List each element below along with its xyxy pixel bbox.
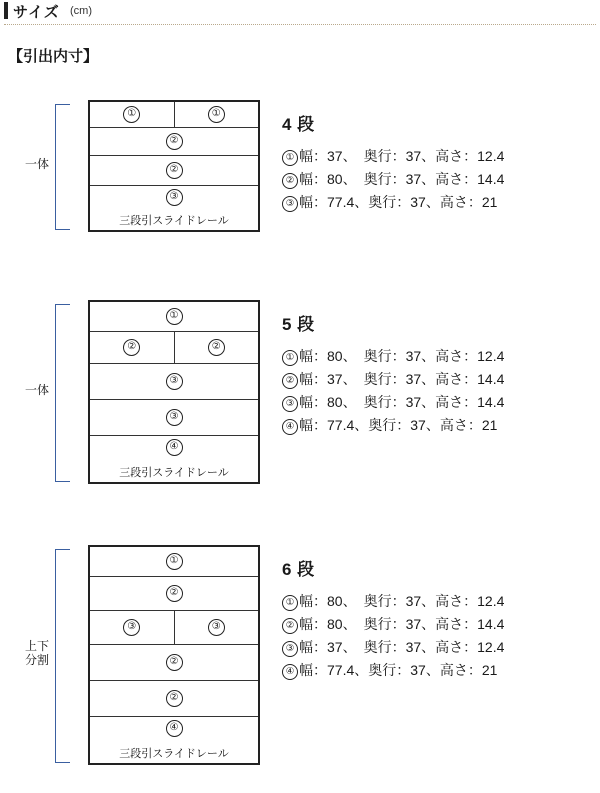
variant-title: 4 段: [282, 115, 315, 134]
unit-label: (cm): [70, 5, 92, 17]
spec-number: ③: [282, 396, 298, 412]
drawer-cell: [90, 400, 258, 435]
spec-number: ①: [282, 595, 298, 611]
drawer-cell: [174, 332, 259, 363]
drawer-cell: [90, 577, 258, 610]
page-title: サイズ: [13, 4, 60, 21]
spec-number: ①: [282, 150, 298, 166]
drawer-number: ①: [166, 308, 183, 325]
drawer-row: [90, 681, 258, 717]
cabinet-diagram: [88, 300, 260, 484]
drawer-row: [90, 156, 258, 186]
slide-rail-label: 三段引スライドレール: [119, 467, 229, 479]
drawer-cell: [90, 102, 174, 127]
drawer-row: [90, 547, 258, 577]
spec-number: ②: [282, 373, 298, 389]
drawer-row: [90, 302, 258, 332]
spec-line: ① 幅：80、 奥行：37、高さ：12.4: [282, 345, 600, 368]
spec-list: [282, 555, 600, 682]
spec-list: [282, 110, 600, 214]
drawer-cell: [90, 611, 174, 644]
spec-number: ①: [282, 350, 298, 366]
drawer-cell: [90, 681, 258, 716]
drawer-number: ②: [166, 133, 183, 150]
drawer-row: [90, 332, 258, 364]
drawer-number: ③: [166, 189, 183, 206]
drawer-row: [90, 436, 258, 482]
drawer-cell: [90, 547, 258, 576]
drawer-cell: [174, 611, 259, 644]
spec-line: ② 幅：80、 奥行：37、高さ：14.4: [282, 168, 600, 191]
drawer-cell: [90, 332, 174, 363]
drawer-cell: [90, 156, 258, 185]
drawer-row: [90, 186, 258, 230]
spec-list: [282, 310, 600, 437]
spec-number: ④: [282, 419, 298, 435]
extent-brace: [55, 549, 70, 763]
drawer-row: [90, 400, 258, 436]
brace-label: 一体: [24, 157, 49, 171]
spec-number: ②: [282, 618, 298, 634]
variant-title: 5 段: [282, 315, 315, 334]
spec-number: ④: [282, 664, 298, 680]
drawer-row: [90, 717, 258, 763]
drawer-number: ③: [208, 619, 225, 636]
brace-label: 一体: [24, 383, 49, 397]
spec-line: ① 幅：80、 奥行：37、高さ：12.4: [282, 590, 600, 613]
drawer-number: ①: [166, 553, 183, 570]
spec-line: ③ 幅：80、 奥行：37、高さ：14.4: [282, 391, 600, 414]
drawer-number: ②: [208, 339, 225, 356]
drawer-number: ②: [123, 339, 140, 356]
extent-brace: [55, 104, 70, 230]
drawer-row: [90, 128, 258, 156]
section-title: 【引出内寸】: [8, 48, 99, 65]
drawer-cell: [174, 102, 259, 127]
drawer-number: ③: [123, 619, 140, 636]
variant-title: 6 段: [282, 560, 315, 579]
drawer-number: ③: [166, 373, 183, 390]
drawer-cell: [90, 364, 258, 399]
brace-label: 上下 分割: [24, 639, 49, 667]
slide-rail-label: 三段引スライドレール: [119, 215, 229, 227]
drawer-row: [90, 645, 258, 681]
drawer-number: ④: [166, 439, 183, 456]
extent-brace: [55, 304, 70, 482]
drawer-number: ①: [123, 106, 140, 123]
drawer-number: ②: [166, 162, 183, 179]
drawer-number: ②: [166, 654, 183, 671]
spec-number: ③: [282, 196, 298, 212]
drawer-number: ③: [166, 409, 183, 426]
drawer-cell: [90, 128, 258, 155]
header-accent-bar: [4, 2, 8, 19]
drawer-number: ①: [208, 106, 225, 123]
drawer-row: [90, 364, 258, 400]
spec-line: ③ 幅：77.4、奥行：37、高さ：21: [282, 191, 600, 214]
drawer-cell: [90, 645, 258, 680]
spec-line: ② 幅：80、 奥行：37、高さ：14.4: [282, 613, 600, 636]
spec-line: ① 幅：37、 奥行：37、高さ：12.4: [282, 145, 600, 168]
spec-line: ② 幅：37、 奥行：37、高さ：14.4: [282, 368, 600, 391]
drawer-row: [90, 102, 258, 128]
cabinet-diagram: [88, 100, 260, 232]
drawer-number: ④: [166, 720, 183, 737]
cabinet-diagram: [88, 545, 260, 765]
drawer-number: ②: [166, 585, 183, 602]
spec-number: ③: [282, 641, 298, 657]
page-header: [0, 0, 600, 30]
drawer-cell: [90, 302, 258, 331]
spec-line: ④ 幅：77.4、奥行：37、高さ：21: [282, 659, 600, 682]
drawer-number: ②: [166, 690, 183, 707]
spec-line: ③ 幅：37、 奥行：37、高さ：12.4: [282, 636, 600, 659]
drawer-row: [90, 577, 258, 611]
drawer-row: [90, 611, 258, 645]
spec-line: ④ 幅：77.4、奥行：37、高さ：21: [282, 414, 600, 437]
slide-rail-label: 三段引スライドレール: [119, 748, 229, 760]
spec-number: ②: [282, 173, 298, 189]
header-divider: [4, 24, 596, 25]
